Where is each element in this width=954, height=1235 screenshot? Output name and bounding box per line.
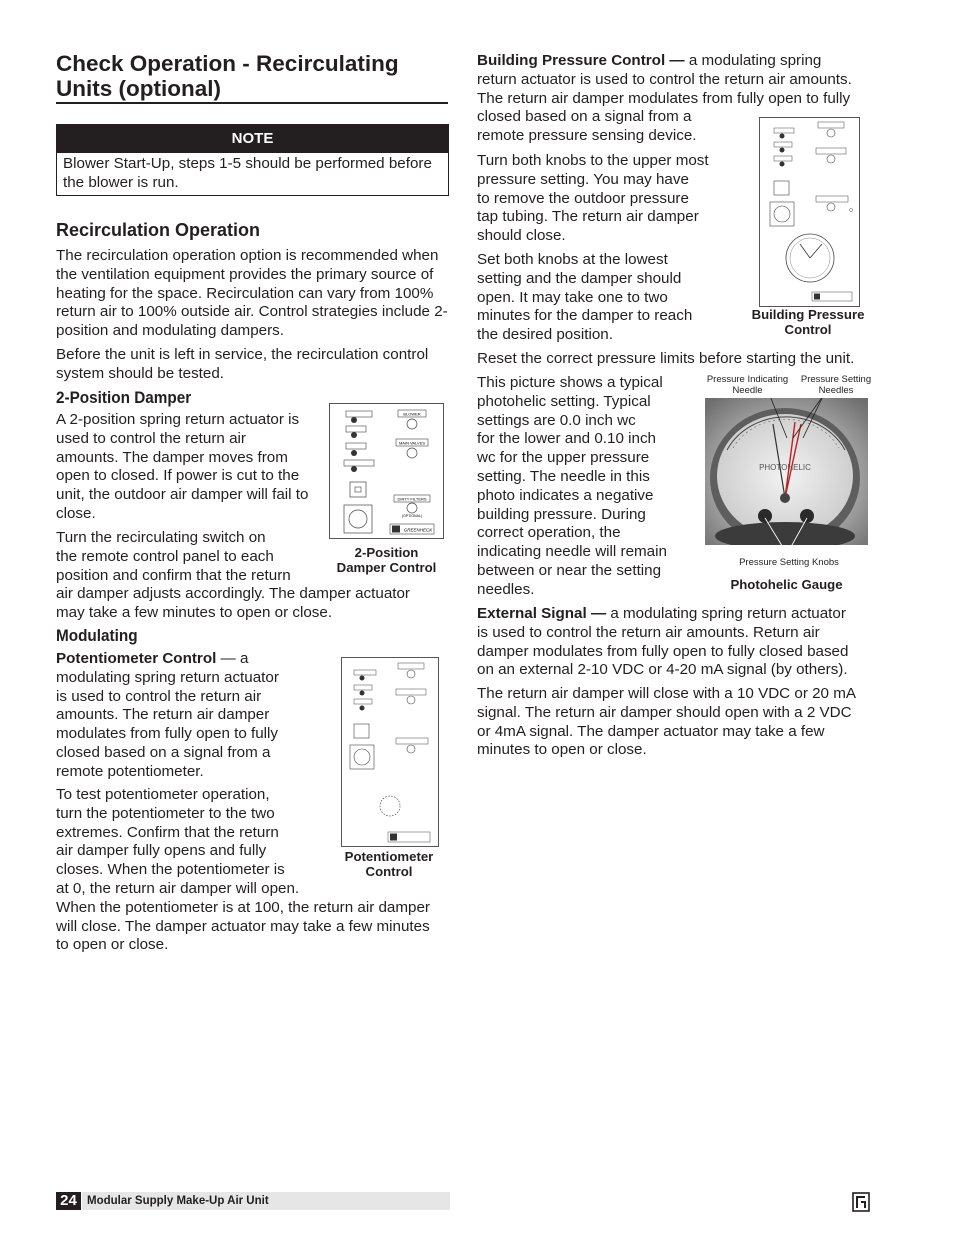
text-line: the remote control panel to each: [56, 547, 274, 565]
text-line: tap tubing. The return air damper: [477, 208, 699, 226]
note-text: Blower Start-Up, steps 1-5 should be performed before the blower is run.: [63, 155, 432, 191]
building-pressure-paragraph-3: [477, 251, 737, 345]
text-line: needles.: [477, 580, 535, 598]
text-line: The return air damper modulates from fully open to fully: [477, 89, 851, 107]
text-line: modulates from fully open to fully: [56, 725, 279, 743]
two-position-heading: 2-Position Damper: [56, 388, 192, 407]
text-line: will close. The damper actuator may take a few minutes: [56, 917, 430, 935]
title-rule: [56, 102, 448, 104]
brand-label: GREENHECK: [403, 527, 433, 533]
page-title: Check Operation - Recirculating Units (optional): [56, 51, 399, 101]
text-line: When the potentiometer is at 100, the return air damper: [56, 898, 430, 916]
text-line: a modulating spring: [684, 52, 822, 69]
text-line: setting and the damper should: [477, 269, 682, 287]
text-line: may take a few minutes to open or close.: [56, 604, 333, 622]
text-line: for the lower and 0.10 inch: [477, 430, 656, 448]
potentiometer-caption: Potentiometer Control: [344, 849, 434, 879]
external-signal-paragraph-2: [477, 685, 877, 760]
text-line: on an external 2-10 VDC or 4-20 mA signal (by others).: [477, 661, 848, 679]
text-line: closed based on a signal from a: [56, 743, 271, 761]
text-line: amounts. The return air damper: [56, 706, 270, 724]
control-panel-drawing: [330, 404, 443, 538]
text-line: minutes to open or close.: [477, 741, 647, 759]
text-line: correct operation, the: [477, 524, 621, 542]
potentiometer-paragraph-1: [56, 650, 336, 782]
two-position-paragraph-2: [56, 529, 448, 623]
text-line: open. It may take one to two: [477, 288, 668, 306]
text-line: damper modulates from fully open to fully closed based: [477, 642, 849, 660]
text-line: To test potentiometer operation,: [56, 786, 270, 803]
section-heading: Recirculation Operation: [56, 220, 261, 240]
text-line: closed based on a signal from a: [477, 108, 692, 126]
text-line: air damper adjusts accordingly. The damper actuator: [56, 585, 410, 603]
control-panel-drawing: [760, 118, 859, 306]
note-box: [56, 124, 449, 196]
note-label: NOTE: [57, 125, 448, 153]
intro-paragraph-1: The recirculation operation option is recommended when the ventilation equipment provides the primary source of heating for the space. Recirculation can vary from 100% return air to 100% outside air. Control strategies include 2-position and modulating dampers.: [56, 247, 448, 340]
text-line: remote pressure sensing device.: [477, 127, 697, 145]
text-line: to remove the outdoor pressure: [477, 189, 689, 207]
text-line: return actuator is used to control the return air amounts.: [477, 70, 852, 88]
building-pressure-label: Building Pressure Control —: [477, 52, 685, 69]
text-line: minutes for the damper to reach: [477, 307, 693, 325]
intro-paragraph-2: Before the unit is left in service, the recirculation control system should be tested.: [56, 346, 429, 382]
greenheck-logo-icon: [852, 1192, 870, 1212]
building-pressure-paragraph-4: Reset the correct pressure limits before starting the unit.: [477, 350, 855, 367]
text-line: building pressure. During: [477, 505, 646, 523]
pressure-setting-needles-label: Pressure Setting Needles: [800, 374, 872, 396]
two-position-panel-figure: [329, 403, 444, 539]
two-position-caption: 2-Position Damper Control: [336, 545, 437, 575]
page-number: 24: [56, 1192, 81, 1210]
optional-label: (OPTIONAL): [401, 514, 423, 518]
text-line: to open or close.: [56, 936, 169, 954]
text-line: pressure setting. You may have: [477, 170, 689, 188]
text-line: The return air damper will close with a 10 VDC or 20 mA: [477, 685, 856, 702]
text-line: photohelic setting. Typical: [477, 392, 651, 410]
text-line: This picture shows a typical: [477, 374, 663, 391]
text-line: Turn both knobs to the upper most: [477, 152, 709, 169]
text-line: modulating spring return actuator: [56, 668, 279, 686]
text-line: Set both knobs at the lowest: [477, 251, 668, 268]
text-line: settings are 0.0 inch wc: [477, 411, 636, 429]
text-line: Turn the recirculating switch on: [56, 529, 266, 546]
text-line: the desired position.: [477, 326, 613, 344]
text-line: between or near the setting: [477, 561, 662, 579]
text-line: or 4mA signal. The damper actuator may take a few: [477, 722, 825, 740]
main-valves-label: MAIN VALVES: [398, 440, 426, 446]
two-position-paragraph-1: A 2-position spring return actuator is used to control the return air amounts. The damper moves from open to closed. If power is cut to the unit, the outdoor air damper will fail to close.: [56, 411, 309, 522]
photohelic-paragraph: [477, 374, 687, 600]
text-line: turn the potentiometer to the two: [56, 804, 275, 822]
blower-label: BLOWER: [403, 411, 421, 417]
text-line: extremes. Confirm that the return: [56, 823, 279, 841]
dirty-filters-label: DIRTY FILTERS: [397, 496, 427, 502]
text-line: air damper fully opens and fully: [56, 842, 267, 860]
text-line: photo indicates a negative: [477, 486, 654, 504]
gauge-brand: PHOTOHELIC: [759, 463, 811, 472]
external-signal-paragraph-1: [477, 605, 877, 680]
photohelic-gauge-photo: [705, 398, 868, 545]
text-line: — a: [216, 650, 249, 667]
text-line: remote potentiometer.: [56, 762, 204, 780]
text-line: signal. The return air damper should open with a 2 VDC: [477, 703, 852, 721]
pressure-setting-knobs-label: Pressure Setting Knobs: [739, 557, 839, 568]
text-line: is used to control the return air: [56, 687, 262, 705]
building-pressure-paragraph-2: [477, 152, 737, 246]
text-line: is used to control the return air amounts. Return air: [477, 623, 820, 641]
footer-doc-title: Modular Supply Make-Up Air Unit: [82, 1192, 450, 1210]
text-line: at 0, the return air damper will open.: [56, 879, 300, 897]
photohelic-caption: Photohelic Gauge: [730, 577, 843, 592]
text-line: setting. The needle in this: [477, 467, 650, 485]
modulating-heading: Modulating: [56, 626, 138, 645]
text-line: position and confirm that the return: [56, 566, 291, 584]
text-line: indicating needle will remain: [477, 543, 667, 561]
text-line: closes. When the potentiometer is: [56, 861, 285, 879]
building-pressure-panel-figure: [759, 117, 860, 307]
text-line: wc for the upper pressure: [477, 449, 650, 467]
external-signal-label: External Signal —: [477, 605, 607, 622]
text-line: should close.: [477, 227, 566, 245]
text-line: a modulating spring return actuator: [606, 605, 846, 622]
building-pressure-caption: Building Pressure Control: [751, 307, 865, 337]
control-panel-drawing: [342, 658, 438, 846]
potentiometer-panel-figure: [341, 657, 439, 847]
potentiometer-label: Potentiometer Control: [56, 650, 217, 667]
pressure-indicating-needle-label: Pressure Indicating Needle: [706, 374, 789, 396]
